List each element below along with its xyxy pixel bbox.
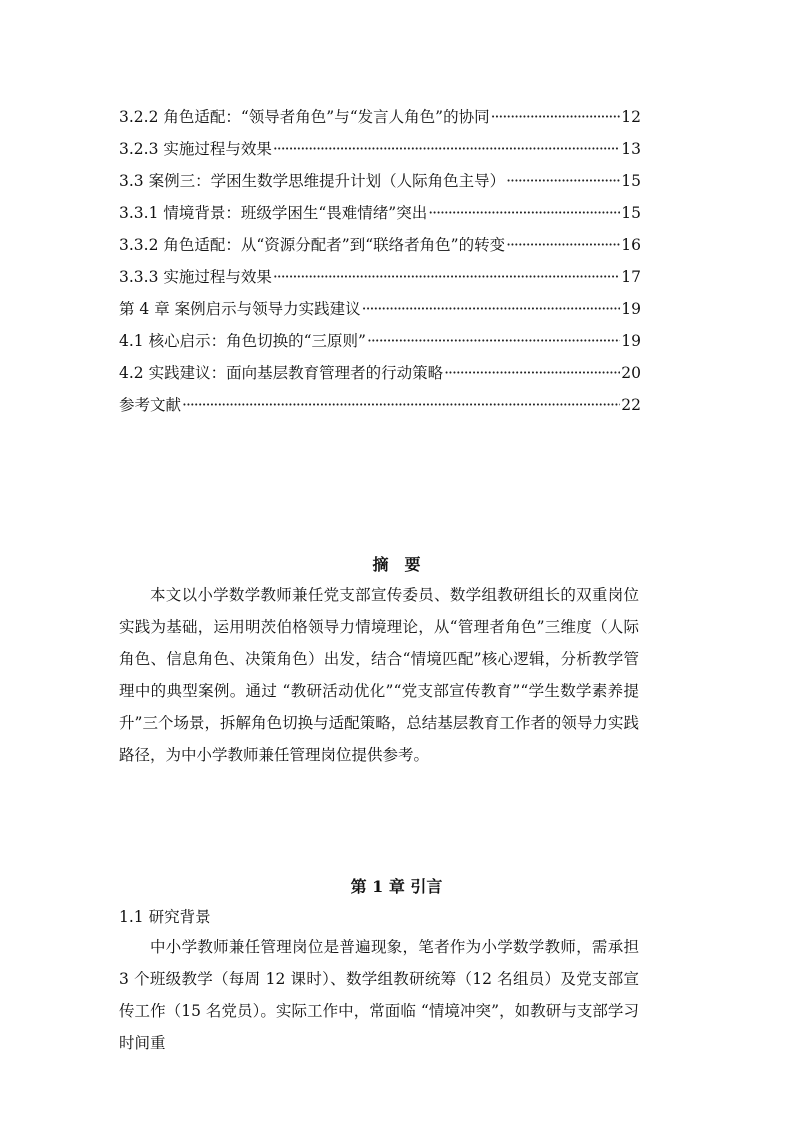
- toc-title: 第 4 章 案例启示与领导力实践建议: [119, 300, 361, 318]
- toc-page-number: 16: [621, 236, 641, 254]
- toc-title: 3.3 案例三：学困生数学思维提升计划（人际角色主导）: [119, 172, 506, 190]
- toc-page-number: 15: [621, 172, 641, 190]
- toc-page-number: 15: [621, 204, 641, 222]
- abstract-heading: 摘 要: [372, 555, 421, 574]
- abstract-paragraph: 本文以小学数学教师兼任党支部宣传委员、数学组教研组长的双重岗位实践为基础，运用明茨伯格领导力情境理论，从“管理者角色”三维度（人际角色、信息角色、决策角色）出发，结合“情境匹配”核心逻辑，分析教学管理中的典型案例。通过 “教研活动优化”“党支部宣传教育”“学生数学素养提升”三个场景，拆解角色切换与适配策略，总结基层教育工作者的领导力实践路径，为中小学教师兼任管理岗位提供参考。: [119, 586, 639, 764]
- toc-title: 3.3.2 角色适配：从“资源分配者”到“联络者角色”的转变: [119, 236, 506, 254]
- toc-title: 3.2.3 实施过程与效果: [119, 140, 272, 158]
- toc-entry[interactable]: [119, 329, 641, 361]
- dot-leader: [444, 361, 620, 385]
- toc-entry[interactable]: [119, 137, 641, 169]
- toc-page-number: 17: [621, 268, 641, 286]
- dot-leader: [367, 329, 620, 353]
- toc-title: 4.2 实践建议：面向基层教育管理者的行动策略: [119, 364, 444, 382]
- body-paragraph: 中小学教师兼任管理岗位是普遍现象，笔者作为小学数学教师，需承担 3 个班级教学（每周 12 课时）、数学组教研统筹（12 名组员）及党支部宣传工作（15 名党员）。实际工作中，常面临 “情境冲突”，如教研与支部学习时间重: [119, 938, 639, 1052]
- toc-entry[interactable]: [119, 201, 641, 233]
- toc-title: 参考文献: [119, 396, 182, 414]
- toc-page-number: 19: [621, 300, 641, 318]
- dot-leader: [428, 201, 620, 225]
- toc-title: 3.3.3 实施过程与效果: [119, 268, 272, 286]
- dot-leader: [182, 393, 620, 417]
- dot-leader: [506, 233, 620, 257]
- toc-entry[interactable]: [119, 297, 641, 329]
- toc-title: 4.1 核心启示：角色切换的“三原则”: [119, 332, 366, 350]
- toc-entry[interactable]: [119, 361, 641, 393]
- toc-page-number: 20: [621, 364, 641, 382]
- toc-page-number: 19: [621, 332, 641, 350]
- table-of-contents: [119, 105, 641, 425]
- toc-page-number: 22: [621, 396, 641, 414]
- dot-leader: [273, 137, 620, 161]
- dot-leader: [491, 105, 621, 129]
- toc-entry[interactable]: [119, 265, 641, 297]
- toc-entry[interactable]: [119, 233, 641, 265]
- dot-leader: [506, 169, 620, 193]
- toc-title: 3.2.2 角色适配：“领导者角色”与“发言人角色”的协同: [119, 108, 490, 126]
- dot-leader: [273, 265, 620, 289]
- toc-page-number: 13: [621, 140, 641, 158]
- toc-entry[interactable]: [119, 105, 641, 137]
- chapter-heading: 第 1 章 引言: [350, 877, 443, 896]
- toc-entry[interactable]: [119, 169, 641, 201]
- toc-page-number: 12: [621, 108, 641, 126]
- section-heading: 1.1 研究背景: [119, 908, 211, 926]
- dot-leader: [362, 297, 621, 321]
- toc-title: 3.3.1 情境背景：班级学困生“畏难情绪”突出: [119, 204, 428, 222]
- toc-entry[interactable]: [119, 393, 641, 425]
